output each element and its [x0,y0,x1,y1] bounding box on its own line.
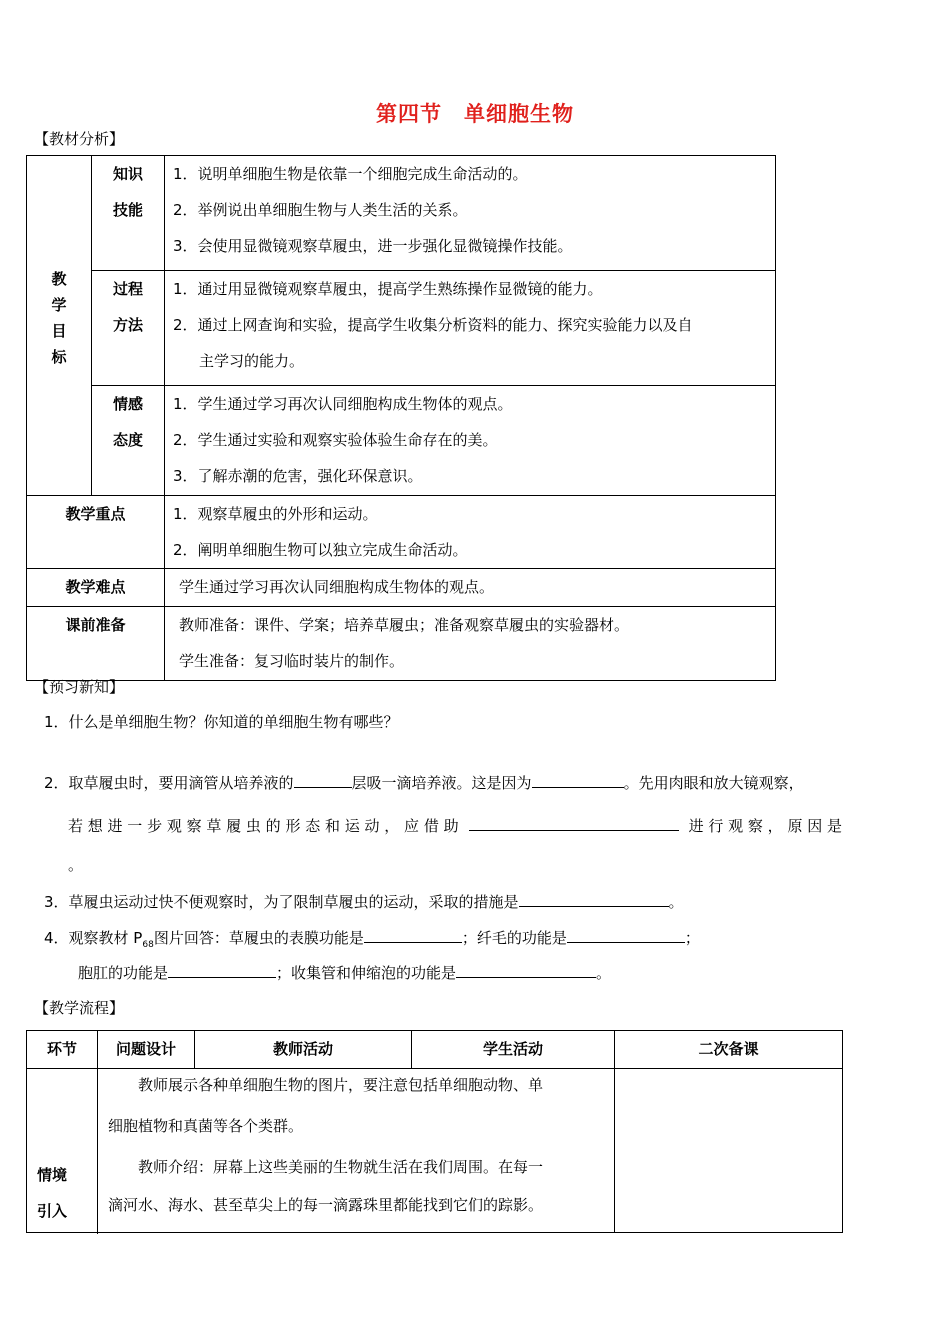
preparation-label: 课前准备 [65,616,126,634]
section-heading-preview: 【预习新知】 [34,678,125,696]
flow-content-line: 教师介绍：屏幕上这些美丽的生物就生活在我们周围。在每一 [138,1158,544,1176]
emotion-item: 3．了解赤潮的危害，强化环保意识。 [173,467,423,485]
title-section-number: 第四节 [376,102,442,126]
q2-text-a: 2．取草履虫时，要用滴管从培养液的 [44,774,294,792]
answer-blank[interactable] [519,890,669,907]
section-heading-analysis: 【教材分析】 [34,130,125,148]
flow-header-cell [27,1031,98,1069]
answer-blank[interactable] [168,961,276,978]
process-item: 1．通过用显微镜观察草履虫，提高学生熟练操作显微镜的能力。 [173,280,603,298]
q4-text-g: 。 [596,964,612,982]
key-point-label: 教学重点 [65,505,126,523]
q4-text-b: 图片回答：草履虫的表膜功能是 [153,929,364,947]
flow-header-cell [615,1031,843,1069]
flow-header-revision: 二次备课 [698,1040,759,1058]
process-item: 2．通过上网查询和实验，提高学生收集分析资料的能力、探究实验能力以及自 [173,316,693,334]
q2-text-c: 。先用肉眼和放大镜观察， [623,774,804,792]
flow-revision-cell [615,1069,843,1233]
q4-text-d: ； [684,929,700,947]
answer-blank[interactable] [456,961,596,978]
flow-content-cell [98,1069,615,1233]
page-title [0,98,950,128]
flow-table [26,1030,843,1233]
emotion-item: 1．学生通过学习再次认同细胞构成生物体的观点。 [173,395,513,413]
process-label-line: 过程 [112,280,143,298]
difficulty-label: 教学难点 [65,578,126,596]
emotion-label-line: 情感 [112,395,143,413]
answer-blank[interactable] [532,771,624,788]
q4-page-subscript: 68 [142,940,154,950]
knowledge-item: 2．举例说出单细胞生物与人类生活的关系。 [173,201,468,219]
column-divider [97,1068,98,1234]
flow-content-line: 教师展示各种单细胞生物的图片，要注意包括单细胞动物、单 [138,1076,544,1094]
answer-blank[interactable] [364,926,462,943]
flow-header-cell [98,1031,195,1069]
q2-text-e: 进 行 观 察 ， 原 因 是 [688,817,842,835]
table-row [27,1069,843,1233]
preview-question-2-cont [68,814,842,836]
key-point-item: 1．观察草履虫的外形和运动。 [173,505,378,523]
q2-text-d: 若 想 进 一 步 观 察 草 履 虫 的 形 态 和 运 动 ， 应 借 助 [68,817,459,835]
answer-blank[interactable] [294,771,352,788]
q4-text-a: 4．观察教材 P [44,929,143,947]
emotion-label-line: 态度 [112,431,143,449]
flow-header-cell [195,1031,412,1069]
q4-text-e: 胞肛的功能是 [78,964,169,982]
flow-header-student: 学生活动 [482,1040,543,1058]
process-content-cell [165,271,776,386]
knowledge-label-cell [92,156,165,271]
answer-blank[interactable] [469,814,679,831]
preparation-content-cell [165,607,776,681]
flow-header-question: 问题设计 [115,1040,176,1058]
goal-label-char: 学 [51,295,67,314]
q2-text-b: 层吸一滴培养液。这是因为 [351,774,532,792]
preview-question-3 [44,890,684,912]
emotion-label-cell [92,386,165,496]
key-point-item: 2．阐明单细胞生物可以独立完成生命活动。 [173,541,468,559]
knowledge-label-line: 技能 [112,201,143,219]
flow-stage-line: 引入 [37,1202,68,1220]
flow-header-cell [412,1031,615,1069]
q4-text-c: ；纤毛的功能是 [461,929,567,947]
preview-question-2 [44,771,804,793]
q4-text-f: ；收集管和伸缩泡的功能是 [276,964,457,982]
flow-stage-cell [27,1069,98,1233]
q2-text-f: 。 [68,856,84,874]
preview-question-4 [44,926,700,950]
flow-content-line: 细胞植物和真菌等各个类群。 [108,1117,304,1135]
flow-header-stage: 环节 [46,1040,77,1058]
process-item: 主学习的能力。 [199,352,305,370]
analysis-table [26,155,776,681]
process-label-cell [92,271,165,386]
q3-text-a: 3．草履虫运动过快不便观察时，为了限制草履虫的运动，采取的措施是 [44,893,519,911]
preparation-item: 教师准备：课件、学案；培养草履虫；准备观察草履虫的实验器材。 [179,616,630,634]
goal-label-char: 目 [51,321,67,340]
preparation-item: 学生准备：复习临时装片的制作。 [179,652,405,670]
preparation-label-cell [27,607,165,681]
difficulty-label-cell [27,569,165,607]
key-point-label-cell [27,496,165,569]
emotion-content-cell [165,386,776,496]
q3-text-b: 。 [668,893,684,911]
flow-content-line: 滴河水、海水、甚至草尖上的每一滴露珠里都能找到它们的踪影。 [108,1196,544,1214]
knowledge-content-cell [165,156,776,271]
flow-stage-line: 情境 [37,1166,68,1184]
goal-label-cell [27,156,92,496]
preview-question-4-cont [78,961,611,983]
key-point-content-cell [165,496,776,569]
preview-question-1: 1．什么是单细胞生物？你知道的单细胞生物有哪些？ [44,713,399,731]
flow-header-teacher: 教师活动 [272,1040,333,1058]
difficulty-content-cell [165,569,776,607]
difficulty-text: 学生通过学习再次认同细胞构成生物体的观点。 [179,578,495,596]
goal-label-char: 教 [51,269,67,288]
answer-blank[interactable] [567,926,685,943]
knowledge-item: 3．会使用显微镜观察草履虫，进一步强化显微镜操作技能。 [173,237,573,255]
knowledge-item: 1．说明单细胞生物是依靠一个细胞完成生命活动的。 [173,165,528,183]
knowledge-label-line: 知识 [112,165,143,183]
title-topic: 单细胞生物 [464,102,574,126]
goal-label-char: 标 [51,347,67,366]
section-heading-flow: 【教学流程】 [34,999,125,1017]
process-label-line: 方法 [112,316,143,334]
emotion-item: 2．学生通过实验和观察实验体验生命存在的美。 [173,431,498,449]
